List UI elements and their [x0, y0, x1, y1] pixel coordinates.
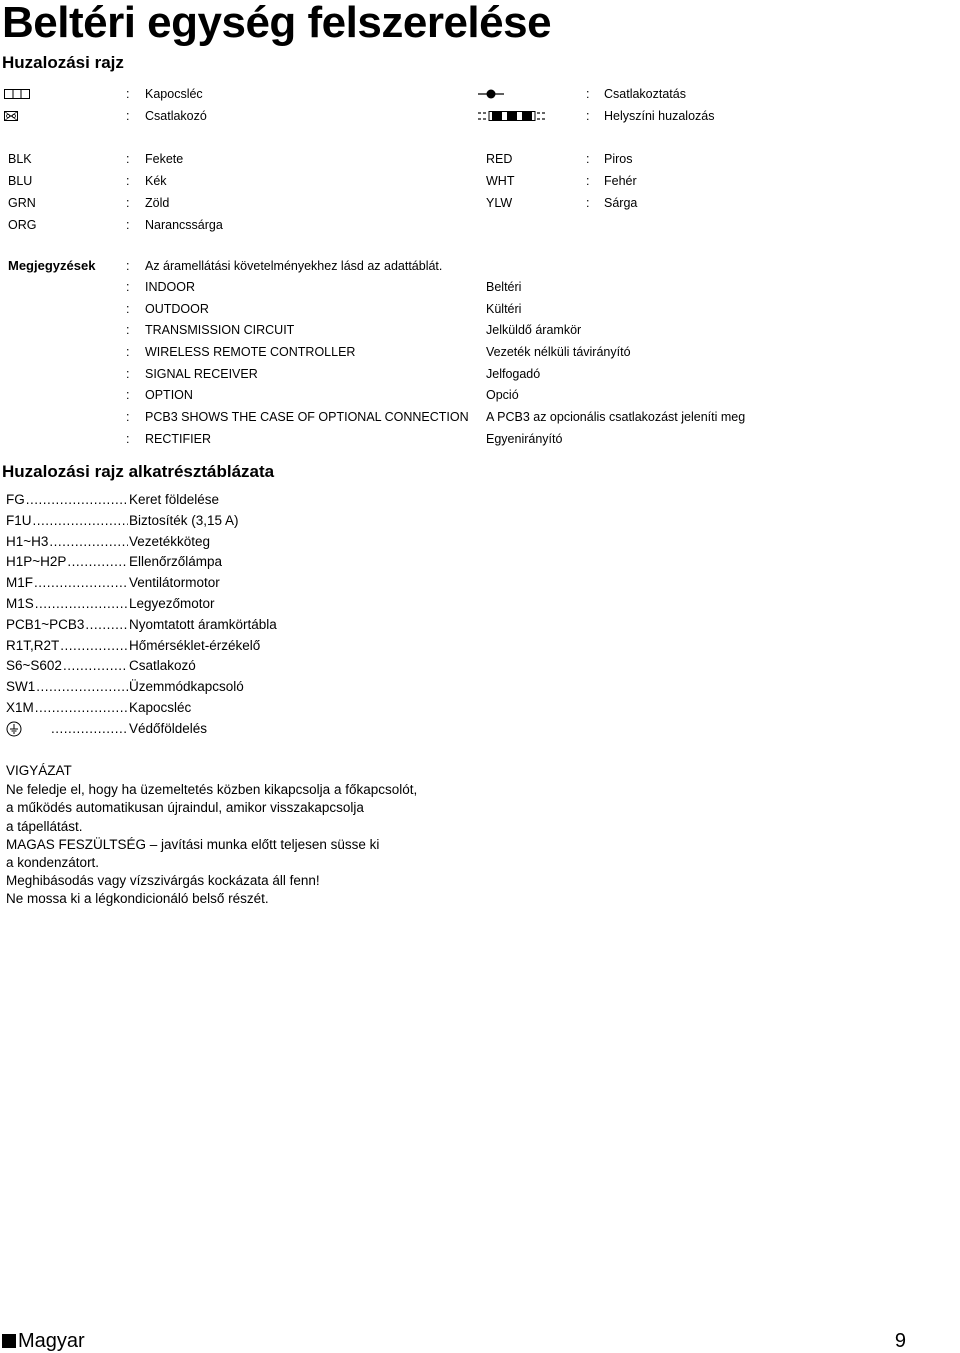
color-code: GRN	[8, 196, 36, 210]
warning-line: Ne mossa ki a légkondicionáló belső részét.	[6, 891, 269, 907]
color-code-row	[0, 192, 960, 214]
part-description: Ellenőrzőlámpa	[129, 554, 223, 570]
colon: :	[586, 152, 590, 166]
part-description: Védőföldelés	[129, 720, 208, 736]
note-english: WIRELESS REMOTE CONTROLLER	[145, 345, 356, 359]
connector-icon	[4, 111, 18, 121]
legend-label: Csatlakozó	[145, 109, 207, 123]
note-translation: A PCB3 az opcionális csatlakozást jeleníti meg	[486, 410, 746, 424]
note-translation: Kültéri	[486, 302, 522, 316]
note-english: OPTION	[145, 388, 193, 402]
note-translation: Jelküldő áramkör	[486, 323, 582, 337]
warning-line: MAGAS FESZÜLTSÉG – javítási munka előtt teljesen süsse ki	[6, 836, 380, 852]
colon: :	[126, 302, 130, 316]
part-description: Keret földelése	[129, 492, 220, 507]
colon: :	[126, 388, 130, 402]
warning-heading: VIGYÁZAT	[6, 763, 72, 778]
colon: :	[586, 109, 590, 123]
color-name: Zöld	[145, 196, 170, 210]
part-code: SW1	[6, 679, 36, 695]
language-label: Magyar	[18, 1330, 85, 1352]
list-item	[6, 490, 306, 511]
note-english: RECTIFIER	[145, 432, 211, 446]
page-number: 9	[894, 1330, 906, 1352]
color-code: YLW	[486, 196, 513, 210]
part-description: Biztosíték (3,15 A)	[129, 512, 239, 528]
list-item	[6, 677, 306, 698]
note-item	[0, 298, 960, 320]
color-code: ORG	[8, 218, 37, 232]
list-item	[6, 656, 306, 677]
list-item	[6, 615, 306, 636]
note-item	[0, 341, 960, 363]
legend-label: Csatlakoztatás	[604, 87, 686, 101]
part-description: Vezetékköteg	[129, 533, 211, 549]
colon: :	[126, 323, 130, 337]
colon: :	[126, 196, 130, 210]
note-item	[0, 363, 960, 385]
note-item	[0, 276, 960, 298]
notes-label: Megjegyzések	[8, 258, 96, 273]
part-code: H1P~H2P	[6, 554, 67, 570]
part-description: Csatlakozó	[129, 658, 196, 674]
connection-icon	[478, 88, 504, 100]
part-description: Üzemmódkapcsoló	[129, 679, 244, 695]
colon: :	[126, 410, 130, 424]
note-item	[0, 319, 960, 341]
color-name: Kék	[145, 174, 167, 188]
part-code: M1S	[6, 595, 34, 611]
part-description: Kapocsléc	[129, 699, 192, 715]
colon: :	[126, 432, 130, 446]
note-english: INDOOR	[145, 280, 195, 294]
color-code: BLU	[8, 174, 33, 188]
list-item	[6, 552, 306, 573]
legend-row	[0, 105, 960, 127]
note-translation: Vezeték nélküli távirányító	[486, 345, 631, 359]
part-code: FG	[6, 492, 25, 507]
color-name: Sárga	[604, 196, 638, 210]
part-description: Ventilátormotor	[129, 575, 220, 591]
parts-table-title: Huzalozási rajz alkatrésztáblázata	[2, 462, 275, 481]
part-code: R1T,R2T	[6, 637, 60, 653]
notes-intro: Az áramellátási követelményekhez lásd az adattáblát.	[145, 259, 443, 273]
parts-list	[6, 490, 306, 740]
colon: :	[126, 174, 130, 188]
colon: :	[586, 174, 590, 188]
part-description: Hőmérséklet-érzékelő	[129, 637, 261, 653]
color-name: Piros	[604, 152, 633, 166]
colon: :	[126, 259, 130, 273]
legend-label: Kapocsléc	[145, 87, 203, 101]
list-item	[6, 511, 306, 532]
warning-line: Meghibásodás vagy vízszivárgás kockázata áll fenn!	[6, 873, 320, 889]
section-title: Huzalozási rajz	[2, 53, 124, 72]
colon: :	[126, 367, 130, 381]
colon: :	[586, 87, 590, 101]
note-english: SIGNAL RECEIVER	[145, 367, 258, 381]
colon: :	[126, 109, 130, 123]
part-description: Nyomtatott áramkörtábla	[129, 616, 277, 632]
note-item	[0, 406, 960, 428]
part-code: M1F	[6, 575, 33, 591]
colon: :	[126, 152, 130, 166]
note-item	[0, 428, 960, 450]
list-item	[6, 698, 306, 719]
color-code: WHT	[486, 174, 515, 188]
colon: :	[126, 280, 130, 294]
color-name: Fekete	[145, 152, 184, 166]
part-code: S6~S602	[6, 658, 62, 674]
warning-line: a tápellátást.	[6, 818, 83, 834]
terminal-strip-icon	[4, 89, 30, 99]
note-translation: Beltéri	[486, 280, 522, 294]
list-item	[6, 636, 306, 657]
color-code: RED	[486, 152, 513, 166]
note-translation: Jelfogadó	[486, 367, 541, 381]
colon: :	[126, 345, 130, 359]
field-wiring-icon	[478, 111, 546, 121]
colon: :	[126, 87, 130, 101]
note-english: PCB3 SHOWS THE CASE OF OPTIONAL CONNECTION	[145, 410, 469, 424]
warning-line: Ne feledje el, hogy ha üzemeltetés közben kikapcsolja a főkapcsolót,	[6, 782, 418, 798]
color-name: Narancssárga	[145, 218, 223, 232]
note-english: OUTDOOR	[145, 302, 209, 316]
part-description: Legyezőmotor	[129, 595, 215, 611]
warning-line: a kondenzátort.	[6, 855, 100, 871]
square-bullet-icon	[2, 1334, 16, 1348]
page-title: Beltéri egység felszerelése	[2, 0, 552, 47]
note-item	[0, 384, 960, 406]
warning-block	[6, 762, 506, 909]
color-code-row	[0, 148, 960, 170]
list-item	[6, 573, 306, 594]
color-code-row	[0, 214, 960, 236]
legend-row	[0, 83, 960, 105]
protective-earth-icon	[6, 721, 22, 737]
note-english: TRANSMISSION CIRCUIT	[145, 323, 295, 337]
color-name: Fehér	[604, 174, 637, 188]
part-code: X1M	[6, 699, 34, 715]
list-item	[6, 719, 306, 740]
color-code-row	[0, 170, 960, 192]
colon: :	[126, 218, 130, 232]
colon: :	[586, 196, 590, 210]
part-code: PCB1~PCB3	[6, 616, 85, 632]
part-code: H1~H3	[6, 533, 49, 549]
list-item	[6, 594, 306, 615]
note-translation: Opció	[486, 388, 519, 402]
note-translation: Egyenirányító	[486, 432, 563, 446]
warning-line: a működés automatikusan újraindul, amikor visszakapcsolja	[6, 800, 364, 816]
legend-label: Helyszíni huzalozás	[604, 109, 715, 123]
footer-language	[2, 1329, 85, 1353]
part-code: F1U	[6, 512, 32, 528]
notes-row	[0, 255, 960, 277]
list-item	[6, 532, 306, 553]
color-code: BLK	[8, 152, 32, 166]
